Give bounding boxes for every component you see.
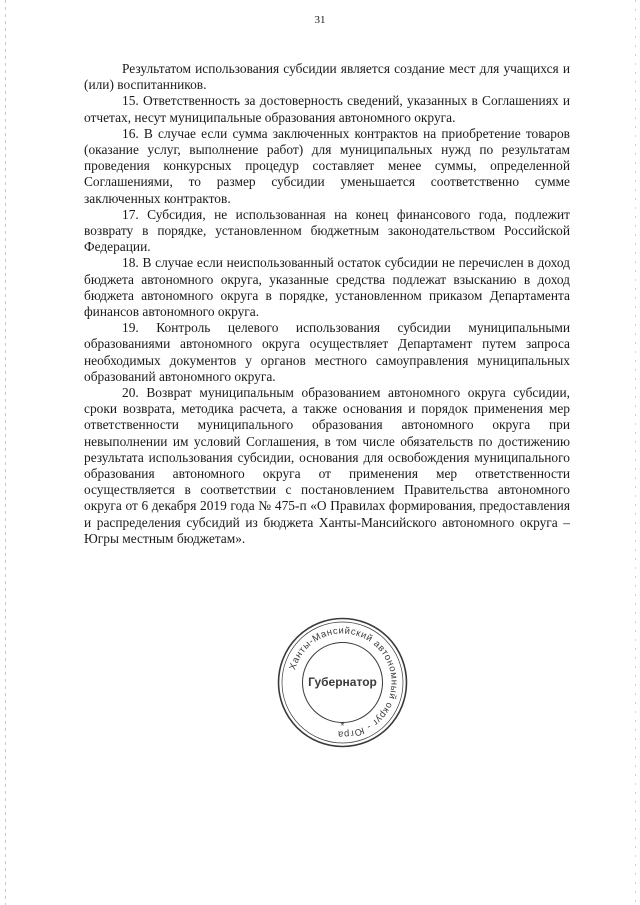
paragraph-19: 19. Контроль целевого использования субсидии муниципальными образованиями автономного округа осуществляет Департамент путем запроса необходимых документов у органов местного самоуправления муниципальных образований автономного округа. (84, 320, 570, 384)
seal-ring-text: Ханты-Мансийский автономный округ - Югра (287, 625, 400, 740)
paragraph-20: 20. Возврат муниципальным образованием автономного округа субсидии, сроки возврата, методика расчета, а также основания и порядок применения мер ответственности муниципального образования автономного округа при невыполнении им условий Соглашения, в том числе обязательств по достижению результата использования субсидии, основания для освобождения муниципального образования автономного округа от применения мер ответственности осуществляется в соответствии с постановлением Правительства автономного округа от 6 декабря 2019 года № 475-п «О Правилах формирования, предоставления и распределения субсидий из бюджета Ханты-Мансийского автономного округа – Югры местным бюджетам». (84, 385, 570, 546)
seal-center-text: Губернатор (308, 675, 377, 689)
scan-edge-left (5, 0, 6, 905)
paragraph-result: Результатом использования субсидии является создание мест для учащихся и (или) воспитанников. (84, 61, 570, 93)
paragraph-18: 18. В случае если неиспользованный остаток субсидии не перечислен в доход бюджета автономного округа, указанные средства подлежат взысканию в доход бюджета автономного округа в порядке, установленном приказом Департамента финансов автономного округа. (84, 255, 570, 320)
scan-edge-right (635, 0, 636, 905)
document-body (84, 61, 570, 547)
seal-star: * (340, 721, 345, 732)
seal-icon (275, 615, 410, 750)
paragraph-17: 17. Субсидия, не использованная на конец финансового года, подлежит возврату в порядке, установленном бюджетным законодательством Российской Федерации. (84, 206, 570, 255)
paragraph-16: 16. В случае если сумма заключенных контрактов на приобретение товаров (оказание услуг, выполнение работ) для муниципальных нужд по результатам проведения конкурсных процедур составляет менее суммы, определенной Соглашениями, то размер субсидии уменьшается соответственно сумме заключенных контрактов. (84, 125, 570, 206)
governor-seal (275, 615, 410, 750)
paragraph-15: 15. Ответственность за достоверность сведений, указанных в Соглашениях и отчетах, несут муниципальные образования автономного округа. (84, 93, 570, 125)
page-number: 31 (314, 14, 326, 26)
